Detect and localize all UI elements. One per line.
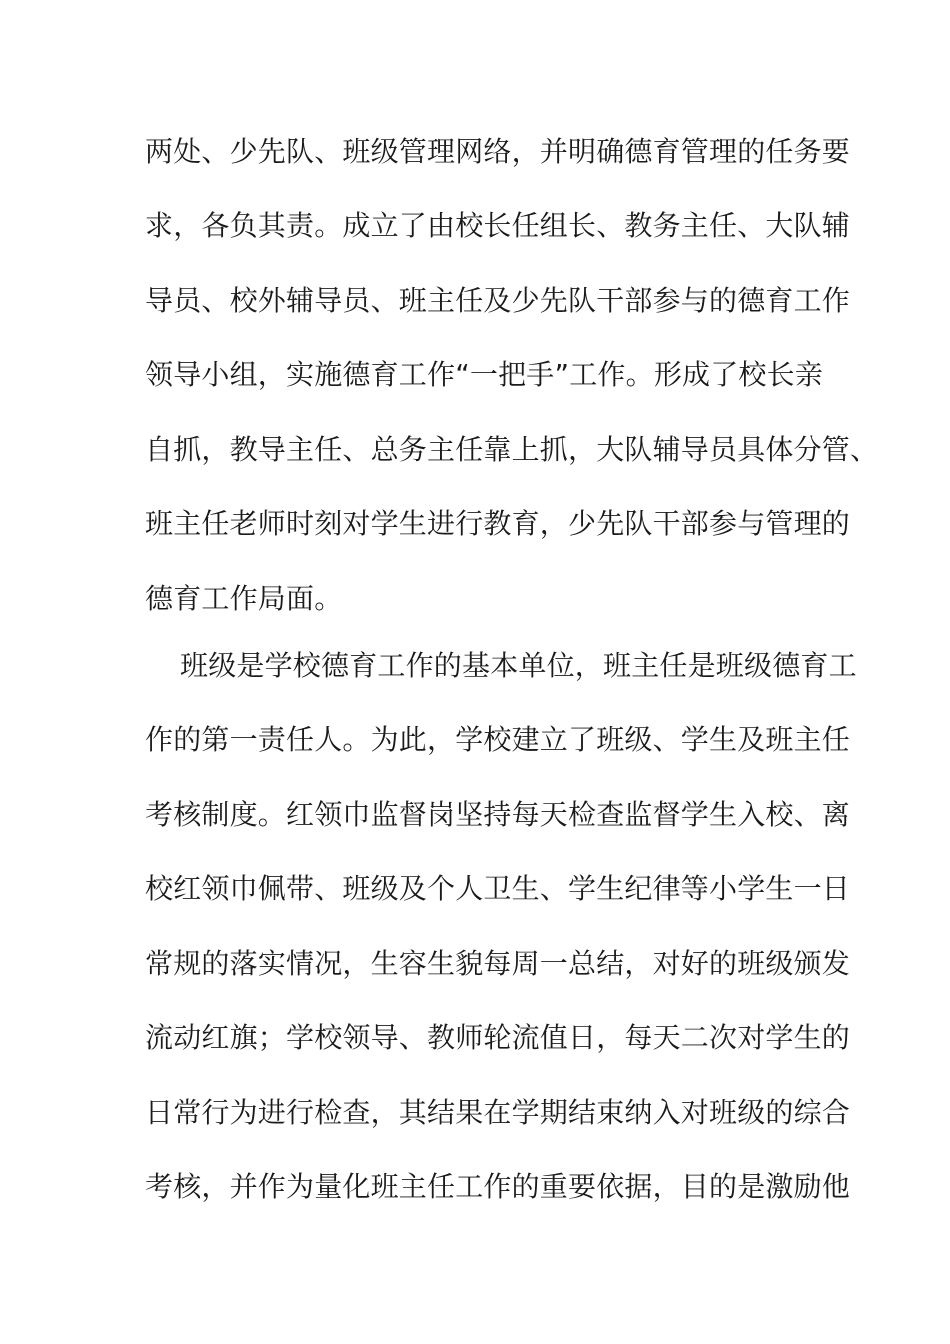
text-line: 两处、少先队、班级管理网络，并明确德育管理的任务要 [145, 135, 851, 168]
text-line: 求，各负其责。成立了由校长任组长、教务主任、大队辅 [145, 209, 851, 242]
text-line: 校红领巾佩带、班级及个人卫生、学生纪律等小学生一日 [145, 872, 851, 905]
text-line: 考核，并作为量化班主任工作的重要依据，目的是激励他 [145, 1170, 851, 1203]
text-line: 领导小组，实施德育工作“一把手”工作。形成了校长亲 [145, 358, 824, 391]
text-line: 日常行为进行检查，其结果在学期结束纳入对班级的综合 [145, 1096, 851, 1129]
text-line: 流动红旗；学校领导、教师轮流值日，每天二次对学生的 [145, 1021, 851, 1054]
text-line: 班主任老师时刻对学生进行教育，少先队干部参与管理的 [145, 507, 851, 540]
text-line: 导员、校外辅导员、班主任及少先队干部参与的德育工作 [145, 284, 851, 317]
text-line: 自抓，教导主任、总务主任靠上抓，大队辅导员具体分管、 [145, 433, 879, 466]
text-line: 作的第一责任人。为此，学校建立了班级、学生及班主任 [145, 723, 851, 756]
text-line: 常规的落实情况，生容生貌每周一总结，对好的班级颁发 [145, 947, 851, 980]
text-line: 德育工作局面。 [145, 582, 343, 615]
text-line: 考核制度。红领巾监督岗坚持每天检查监督学生入校、离 [145, 798, 851, 831]
paragraph-first-line: 班级是学校德育工作的基本单位，班主任是班级德育工 [180, 649, 857, 682]
